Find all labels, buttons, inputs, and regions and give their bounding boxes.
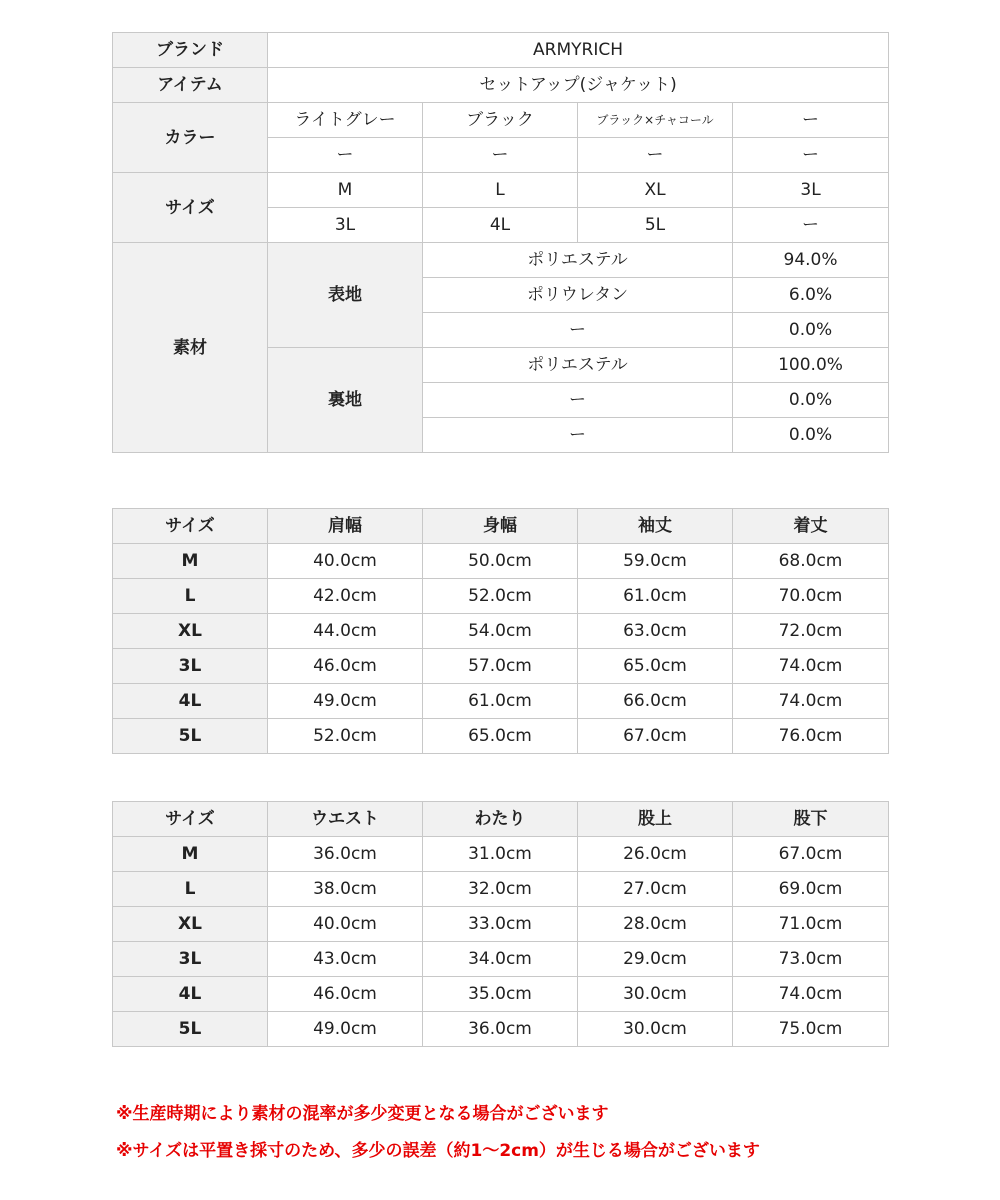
material-percent: 0.0% — [733, 418, 889, 453]
table-row — [113, 942, 889, 977]
measurement-cell: 38.0cm — [268, 872, 423, 907]
size-row — [113, 173, 889, 208]
measurement-cell: 40.0cm — [268, 544, 423, 579]
table-row — [113, 649, 889, 684]
measurement-cell: 34.0cm — [423, 942, 578, 977]
material-name: ー — [423, 383, 733, 418]
measurement-cell: 50.0cm — [423, 544, 578, 579]
measurement-cell: 76.0cm — [733, 719, 889, 754]
table-row — [113, 1012, 889, 1047]
size-cell: ー — [733, 208, 889, 243]
color-cell: ライトグレー — [268, 103, 423, 138]
jacket-size-table — [112, 508, 889, 754]
measurement-cell: 36.0cm — [268, 837, 423, 872]
size-cell: 5L — [113, 1012, 268, 1047]
measurement-cell: 49.0cm — [268, 684, 423, 719]
measurement-cell: 46.0cm — [268, 649, 423, 684]
size-cell: 3L — [113, 649, 268, 684]
brand-label: ブランド — [113, 33, 268, 68]
material-percent: 6.0% — [733, 278, 889, 313]
size-cell: XL — [113, 907, 268, 942]
measurement-cell: 65.0cm — [578, 649, 733, 684]
measurement-cell: 49.0cm — [268, 1012, 423, 1047]
header-cell: 股上 — [578, 802, 733, 837]
measurement-cell: 68.0cm — [733, 544, 889, 579]
measurement-cell: 65.0cm — [423, 719, 578, 754]
measurement-cell: 44.0cm — [268, 614, 423, 649]
header-cell: 袖丈 — [578, 509, 733, 544]
measurement-cell: 27.0cm — [578, 872, 733, 907]
measurement-cell: 74.0cm — [733, 649, 889, 684]
measurement-cell: 33.0cm — [423, 907, 578, 942]
header-cell: サイズ — [113, 802, 268, 837]
measurement-cell: 70.0cm — [733, 579, 889, 614]
table-row — [113, 907, 889, 942]
size-cell: L — [113, 872, 268, 907]
header-cell: 股下 — [733, 802, 889, 837]
color-cell: ブラック — [423, 103, 578, 138]
measurement-cell: 31.0cm — [423, 837, 578, 872]
color-cell: ー — [423, 138, 578, 173]
material-name: ポリウレタン — [423, 278, 733, 313]
measurement-cell: 32.0cm — [423, 872, 578, 907]
measurement-cell: 57.0cm — [423, 649, 578, 684]
table-row — [113, 544, 889, 579]
measurement-cell: 52.0cm — [268, 719, 423, 754]
item-value: セットアップ(ジャケット) — [268, 68, 889, 103]
header-cell: 着丈 — [733, 509, 889, 544]
color-cell: ー — [268, 138, 423, 173]
table-row — [113, 614, 889, 649]
material-name: ポリエステル — [423, 348, 733, 383]
measurement-cell: 73.0cm — [733, 942, 889, 977]
measurement-cell: 30.0cm — [578, 977, 733, 1012]
material-name: ー — [423, 313, 733, 348]
notes-section — [116, 1096, 760, 1170]
measurement-cell: 54.0cm — [423, 614, 578, 649]
measurement-cell: 71.0cm — [733, 907, 889, 942]
measurement-cell: 61.0cm — [578, 579, 733, 614]
color-row — [113, 103, 889, 138]
table-header-row — [113, 509, 889, 544]
color-cell: ブラック×チャコール — [578, 103, 733, 138]
measurement-cell: 69.0cm — [733, 872, 889, 907]
color-cell: ー — [578, 138, 733, 173]
size-cell: XL — [578, 173, 733, 208]
material-percent: 94.0% — [733, 243, 889, 278]
measurement-cell: 35.0cm — [423, 977, 578, 1012]
item-row — [113, 68, 889, 103]
measurement-cell: 74.0cm — [733, 977, 889, 1012]
size-cell: 4L — [113, 684, 268, 719]
lining-fabric-label: 裏地 — [268, 348, 423, 453]
measurement-cell: 66.0cm — [578, 684, 733, 719]
measurement-cell: 75.0cm — [733, 1012, 889, 1047]
size-cell: 5L — [578, 208, 733, 243]
color-cell: ー — [733, 103, 889, 138]
measurement-cell: 26.0cm — [578, 837, 733, 872]
measurement-cell: 46.0cm — [268, 977, 423, 1012]
size-cell: M — [113, 837, 268, 872]
measurement-cell: 43.0cm — [268, 942, 423, 977]
measurement-cell: 59.0cm — [578, 544, 733, 579]
table-row — [113, 719, 889, 754]
table-row — [113, 837, 889, 872]
material-name: ポリエステル — [423, 243, 733, 278]
measurement-cell: 67.0cm — [578, 719, 733, 754]
table-row — [113, 872, 889, 907]
size-cell: 4L — [423, 208, 578, 243]
size-cell: XL — [113, 614, 268, 649]
size-cell: 3L — [268, 208, 423, 243]
color-cell: ー — [733, 138, 889, 173]
material-percent: 100.0% — [733, 348, 889, 383]
size-cell: 5L — [113, 719, 268, 754]
measurement-cell: 28.0cm — [578, 907, 733, 942]
header-cell: 身幅 — [423, 509, 578, 544]
size-cell: 4L — [113, 977, 268, 1012]
measurement-cell: 72.0cm — [733, 614, 889, 649]
table-row — [113, 684, 889, 719]
note-size-tolerance: ※サイズは平置き採寸のため、多少の誤差（約1～2cm）が生じる場合がございます — [116, 1141, 760, 1161]
header-cell: わたり — [423, 802, 578, 837]
measurement-cell: 36.0cm — [423, 1012, 578, 1047]
size-cell: L — [113, 579, 268, 614]
material-row — [113, 243, 889, 278]
measurement-cell: 67.0cm — [733, 837, 889, 872]
measurement-cell: 52.0cm — [423, 579, 578, 614]
measurement-cell: 74.0cm — [733, 684, 889, 719]
measurement-cell: 63.0cm — [578, 614, 733, 649]
header-cell: サイズ — [113, 509, 268, 544]
table-header-row — [113, 802, 889, 837]
size-cell: L — [423, 173, 578, 208]
size-label: サイズ — [113, 173, 268, 243]
color-label: カラー — [113, 103, 268, 173]
size-cell: M — [113, 544, 268, 579]
product-info-table — [112, 32, 889, 453]
table-row — [113, 977, 889, 1012]
outer-fabric-label: 表地 — [268, 243, 423, 348]
item-label: アイテム — [113, 68, 268, 103]
brand-value: ARMYRICH — [268, 33, 889, 68]
size-cell: M — [268, 173, 423, 208]
header-cell: ウエスト — [268, 802, 423, 837]
note-material-ratio: ※生産時期により素材の混率が多少変更となる場合がございます — [116, 1104, 609, 1124]
material-percent: 0.0% — [733, 383, 889, 418]
measurement-cell: 30.0cm — [578, 1012, 733, 1047]
material-label: 素材 — [113, 243, 268, 453]
size-cell: 3L — [113, 942, 268, 977]
measurement-cell: 42.0cm — [268, 579, 423, 614]
measurement-cell: 29.0cm — [578, 942, 733, 977]
material-percent: 0.0% — [733, 313, 889, 348]
table-row — [113, 579, 889, 614]
pants-size-table — [112, 801, 889, 1047]
size-cell: 3L — [733, 173, 889, 208]
header-cell: 肩幅 — [268, 509, 423, 544]
measurement-cell: 61.0cm — [423, 684, 578, 719]
brand-row — [113, 33, 889, 68]
material-name: ー — [423, 418, 733, 453]
measurement-cell: 40.0cm — [268, 907, 423, 942]
